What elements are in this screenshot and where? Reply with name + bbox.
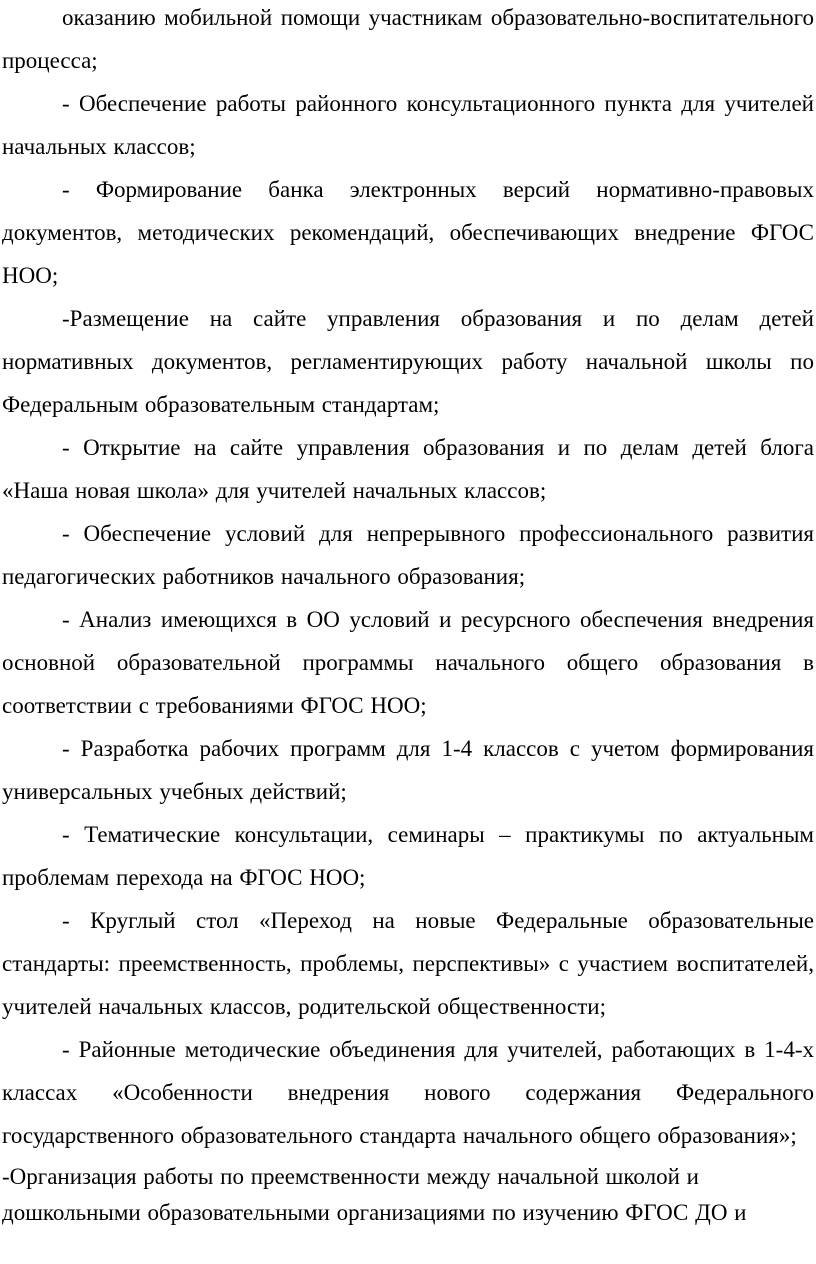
paragraph-consulting-point: - Обеспечение работы районного консультационного пункта для учителей начальных классов; — [2, 91, 814, 159]
paragraph-continuity-organization: -Организация работы по преемственности между начальной школой и дошкольными образовательными организациями по изучению ФГОС ДО и — [2, 1164, 747, 1225]
paragraph-blog-opening: - Открытие на сайте управления образования и по делам детей блога «Наша новая школа» для учителей начальных классов; — [2, 435, 814, 503]
paragraph-conditions-analysis: - Анализ имеющихся в ОО условий и ресурсного обеспечения внедрения основной образовательной программы начального общего образования в соответствии с требованиями ФГОС НОО; — [2, 607, 814, 718]
paragraph-thematic-consultations: - Тематические консультации, семинары – практикумы по актуальным проблемам перехода на ФГОС НОО; — [2, 822, 814, 890]
paragraph-professional-development: - Обеспечение условий для непрерывного профессионального развития педагогических работников начального образования; — [2, 521, 814, 589]
paragraph-work-programs: - Разработка рабочих программ для 1-4 классов с учетом формирования универсальных учебных действий; — [2, 736, 814, 804]
paragraph-document-bank: - Формирование банка электронных версий нормативно-правовых документов, методических рекомендаций, обеспечивающих внедрение ФГОС НОО; — [2, 177, 814, 288]
paragraph-methodical-associations: - Районные методические объединения для учителей, работающих в 1-4-х классах «Особенности внедрения нового содержания Федерального государственного образовательного стандарта начального общего образования»; — [2, 1037, 814, 1148]
paragraph-mobile-help: оказанию мобильной помощи участникам образовательно-воспитательного процесса; — [2, 5, 814, 73]
paragraph-website-documents: -Размещение на сайте управления образования и по делам детей нормативных документов, регламентирующих работу начальной школы по Федеральным образовательным стандартам; — [2, 306, 814, 417]
paragraph-round-table: - Круглый стол «Переход на новые Федеральные образовательные стандарты: преемственность, проблемы, перспективы» с участием воспитателей, учителей начальных классов, родительской общественности; — [2, 908, 814, 1019]
